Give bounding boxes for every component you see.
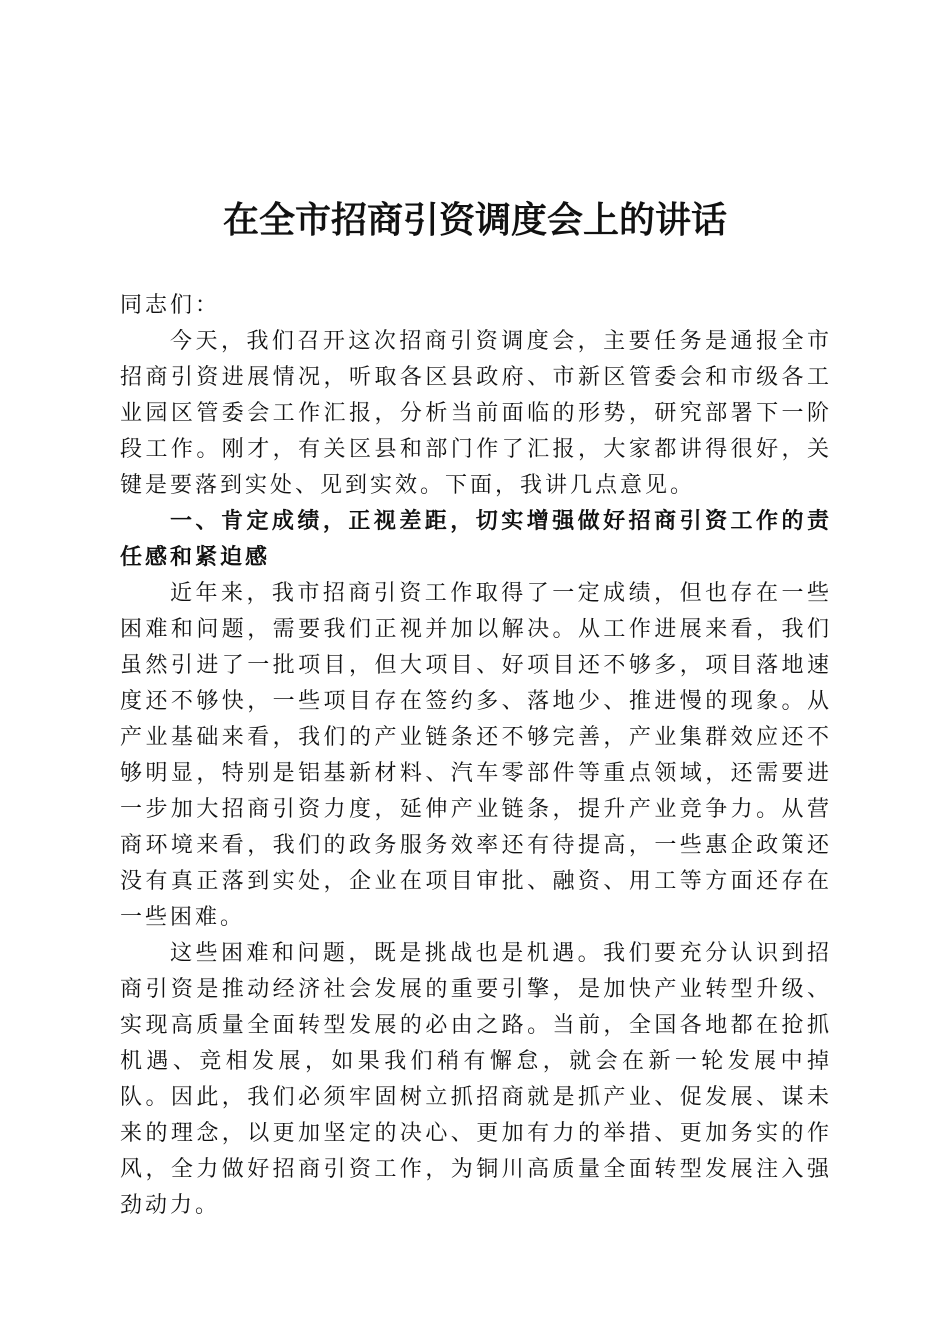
salutation: 同志们： xyxy=(120,293,221,318)
paragraph-problems: 近年来，我市招商引资工作取得了一定成绩，但也存在一些困难和问题，需要我们正视并加以解决。从工作进展来看，我们虽然引进了一批项目，但大项目、好项目还不够多，项目落地速度还不够快，一些项目存在签约多、落地少、推进慢的现象。从产业基础来看，我们的产业链条还不够完善，产业集群效应还不够明显，特别是铝基新材料、汽车零部件等重点领域，还需要进一步加大招商引资力度，延伸产业链条，提升产业竞争力。从营商环境来看，我们的政务服务效率还有待提高，一些惠企政策还没有真正落到实处，企业在项目审批、融资、用工等方面还存在一些困难。 xyxy=(120,581,832,930)
section-heading-1: 一、肯定成绩，正视差距，切实增强做好招商引资工作的责任感和紧迫感 xyxy=(120,509,832,570)
document-title: 在全市招商引资调度会上的讲话 xyxy=(222,199,727,241)
paragraph-opportunities: 这些困难和问题，既是挑战也是机遇。我们要充分认识到招商引资是推动经济社会发展的重要引擎，是加快产业转型升级、实现高质量全面转型发展的必由之路。当前，全国各地都在抢抓机遇、竞相发展，如果我们稍有懈怠，就会在新一轮发展中掉队。因此，我们必须牢固树立抓招商就是抓产业、促发展、谋未来的理念，以更加坚定的决心、更加有力的举措、更加务实的作风，全力做好招商引资工作，为铜川高质量全面转型发展注入强劲动力。 xyxy=(120,941,832,1218)
document-body xyxy=(120,288,832,1224)
paragraph-intro: 今天，我们召开这次招商引资调度会，主要任务是通报全市招商引资进展情况，听取各区县政府、市新区管委会和市级各工业园区管委会工作汇报，分析当前面临的形势，研究部署下一阶段工作。刚才，有关区县和部门作了汇报，大家都讲得很好，关键是要落到实处、见到实效。下面，我讲几点意见。 xyxy=(120,329,832,498)
